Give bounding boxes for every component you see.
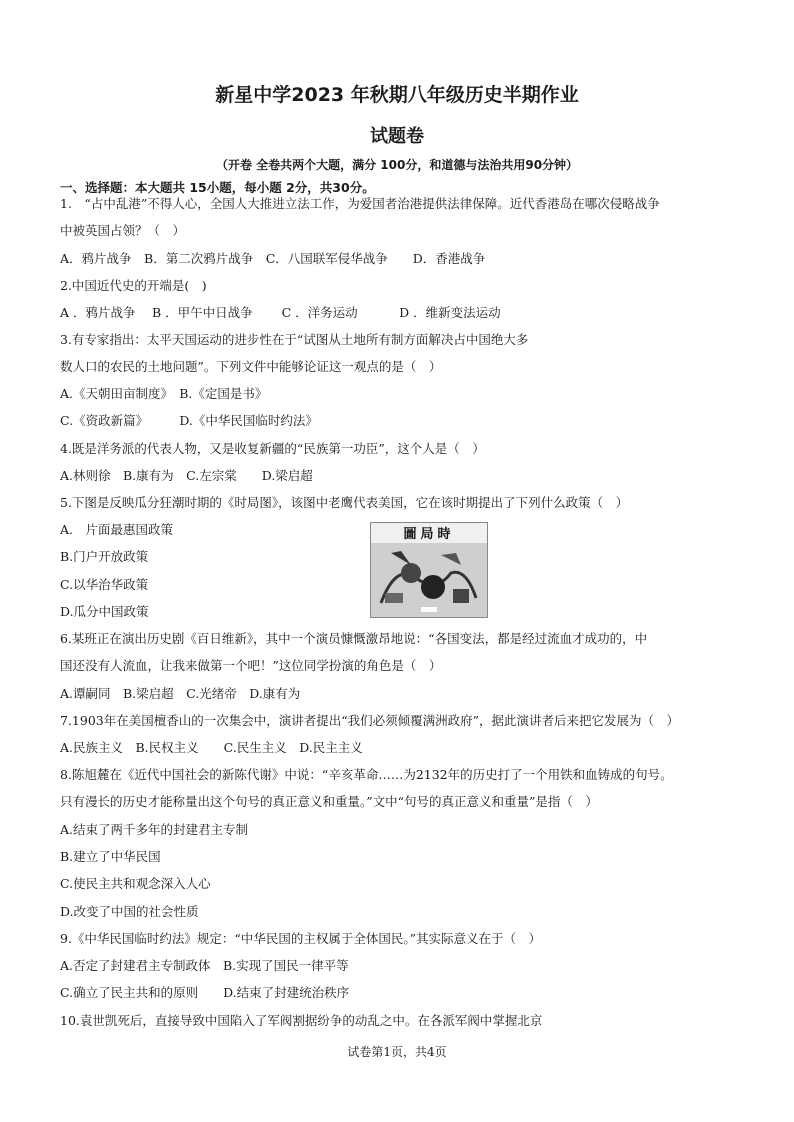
question-line: 10.袁世凯死后，直接导致中国陷入了军阀割据纷争的动乱之中。在各派军阀中掌握北京 bbox=[60, 1013, 543, 1028]
question-line: 国还没有人流血，让我来做第一个吧！”这位同学扮演的角色是（ ） bbox=[60, 658, 442, 673]
shijutu-illustration bbox=[371, 543, 487, 617]
option-line: A.结束了两千多年的封建君主专制 bbox=[60, 822, 249, 837]
question-line: 6.某班正在演出历史剧《百日维新》，其中一个演员慷慨激昂地说：“各国变法，都是经过流血才成功的，中 bbox=[60, 631, 648, 646]
option-line: A.《天朝田亩制度》 B.《定国是书》 bbox=[60, 386, 268, 401]
question-line: 4.既是洋务派的代表人物，又是收复新疆的“民族第一功臣”，这个人是（ ） bbox=[60, 441, 485, 456]
question-line: 9.《中华民国临时约法》规定：“中华民国的主权属于全体国民。”其实际意义在于（ ） bbox=[60, 931, 541, 946]
question-line: 2.中国近代史的开端是( ) bbox=[60, 278, 207, 293]
shijutu-figure bbox=[370, 522, 488, 618]
question-line: 5.下图是反映瓜分狂潮时期的《时局图》，该图中老鹰代表美国，它在该时期提出了下列什么政策（ ） bbox=[60, 495, 629, 510]
section-heading: 一、选择题：本大题共 15小题，每小题 2分，共30分。 bbox=[60, 180, 375, 195]
figure-caption: 圖局時 bbox=[371, 523, 487, 543]
question-line: 8.陈旭麓在《近代中国社会的新陈代谢》中说：“辛亥革命……为2132年的历史打了一个用铁和血铸成的句号。 bbox=[60, 767, 673, 782]
option-line: B.建立了中华民国 bbox=[60, 849, 161, 864]
option-line: A.否定了封建君主专制政体 B.实现了国民一律平等 bbox=[60, 958, 349, 973]
option-line: C.以华治华政策 bbox=[60, 577, 149, 592]
option-line: A.民族主义 B.民权主义 C.民生主义 D.民主主义 bbox=[60, 740, 363, 755]
question-line: 7.1903年在美国檀香山的一次集会中，演讲者提出“我们必须倾覆满洲政府”，据此演讲者后来把它发展为（ ） bbox=[60, 713, 680, 728]
option-line: C.《资政新篇》 D.《中华民国临时约法》 bbox=[60, 413, 318, 428]
option-line: A. 片面最惠国政策 bbox=[60, 522, 174, 537]
option-line: A ．鸦片战争 B ．甲午中日战争 C ．洋务运动 D ．维新变法运动 bbox=[60, 305, 501, 320]
page-footer: 试卷第1页，共4页 bbox=[347, 1045, 447, 1059]
option-line: A．鸦片战争 B．第二次鸦片战争 C．八国联军侵华战争 D．香港战争 bbox=[60, 251, 486, 266]
exam-note: （开卷 全卷共两个大题，满分 100分，和道德与法治共用90分钟） bbox=[215, 158, 579, 172]
question-line: 3.有专家指出：太平天国运动的进步性在于“试图从土地所有制方面解决占中国绝大多 bbox=[60, 332, 529, 347]
question-line: 只有漫长的历史才能称量出这个句号的真正意义和重量。”文中“句号的真正意义和重量”是指（ ） bbox=[60, 794, 598, 809]
question-line: 1. “占中乱港”不得人心，全国人大推进立法工作，为爱国者治港提供法律保障。近代香港岛在哪次侵略战争 bbox=[60, 196, 660, 211]
option-line: C.使民主共和观念深入人心 bbox=[60, 876, 211, 891]
option-line: A.谭嗣同 B.梁启超 C.光绪帝 D.康有为 bbox=[60, 686, 301, 701]
option-line: D.瓜分中国政策 bbox=[60, 604, 149, 619]
question-line: 数人口的农民的土地问题”。下列文件中能够论证这一观点的是（ ） bbox=[60, 359, 442, 374]
exam-subtitle: 试题卷 bbox=[370, 126, 424, 147]
exam-title: 新星中学2023 年秋期八年级历史半期作业 bbox=[215, 84, 579, 106]
question-line: 中被英国占领？（ ） bbox=[60, 223, 186, 238]
option-line: B.门户开放政策 bbox=[60, 549, 149, 564]
option-line: A.林则徐 B.康有为 C.左宗棠 D.梁启超 bbox=[60, 468, 313, 483]
option-line: C.确立了民主共和的原则 D.结束了封建统治秩序 bbox=[60, 985, 350, 1000]
option-line: D.改变了中国的社会性质 bbox=[60, 904, 199, 919]
